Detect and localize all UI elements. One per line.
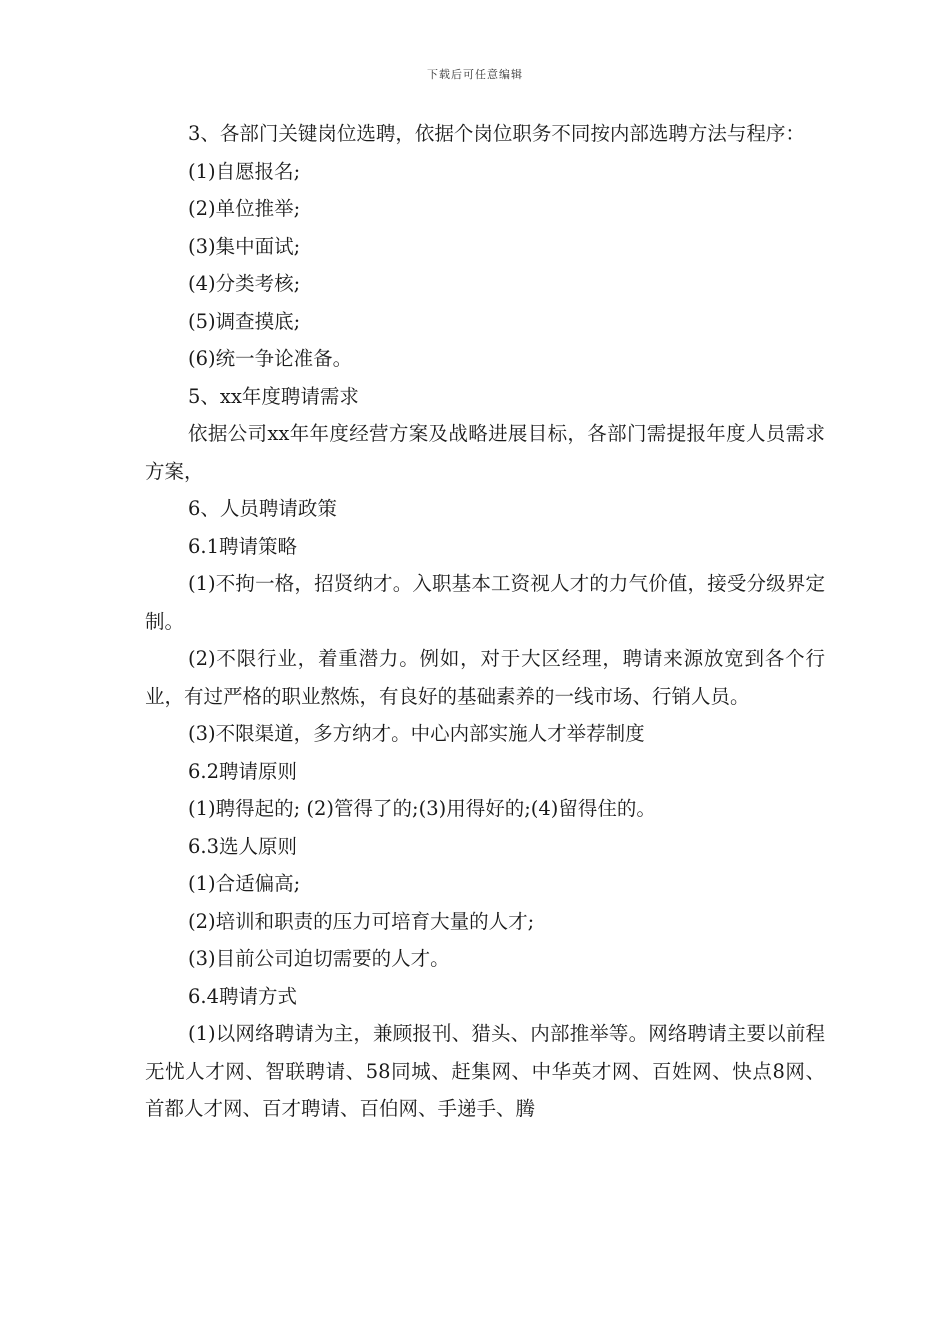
paragraph: 依据公司xx年年度经营方案及战略进展目标，各部门需提报年度人员需求方案， xyxy=(145,422,825,483)
list-item: (2)培训和职责的压力可培育大量的人才; xyxy=(188,909,535,933)
paragraph: (1)聘得起的; (2)管得了的;(3)用得好的;(4)留得住的。 xyxy=(188,797,656,820)
document-body xyxy=(145,115,825,1128)
list-item: (1)合适偏高; xyxy=(188,872,301,895)
paragraph: (2)不限行业，着重潜力。例如，对于大区经理，聘请来源放宽到各个行业，有过严格的职业熬炼，有良好的基础素养的一线市场、行销人员。 xyxy=(145,647,825,708)
list-item: (3)集中面试; xyxy=(188,234,301,258)
subsection-heading: 6.4聘请方式 xyxy=(188,984,298,1008)
page-header: 下载后可任意编辑 xyxy=(427,68,523,81)
paragraph: (1)不拘一格，招贤纳才。入职基本工资视人才的力气价值，接受分级界定制。 xyxy=(145,572,825,633)
subsection-heading: 6.1聘请策略 xyxy=(188,534,298,558)
list-item: (4)分类考核; xyxy=(188,272,301,295)
subsection-heading: 6.2聘请原则 xyxy=(188,759,298,783)
list-item: (1)自愿报名; xyxy=(188,159,301,183)
subsection-heading: 6.3选人原则 xyxy=(188,834,298,858)
list-item: (3)目前公司迫切需要的人才。 xyxy=(188,947,450,970)
section-heading: 6、人员聘请政策 xyxy=(188,497,337,520)
paragraph: (1)以网络聘请为主，兼顾报刊、猎头、内部推举等。网络聘请主要以前程无忧人才网、智联聘请、58同城、赶集网、中华英才网、百姓网、快点8网、首都人才网、百才聘请、百伯网、手递手、腾 xyxy=(145,1022,825,1120)
list-item: (5)调查摸底; xyxy=(188,309,301,333)
paragraph: (3)不限渠道，多方纳才。中心内部实施人才举荐制度 xyxy=(188,722,645,745)
paragraph: 3、各部门关键岗位选聘，依据个岗位职务不同按内部选聘方法与程序： xyxy=(188,122,805,145)
list-item: (2)单位推举; xyxy=(188,197,301,220)
section-heading: 5、xx年度聘请需求 xyxy=(188,384,359,408)
list-item: (6)统一争论准备。 xyxy=(188,347,353,370)
